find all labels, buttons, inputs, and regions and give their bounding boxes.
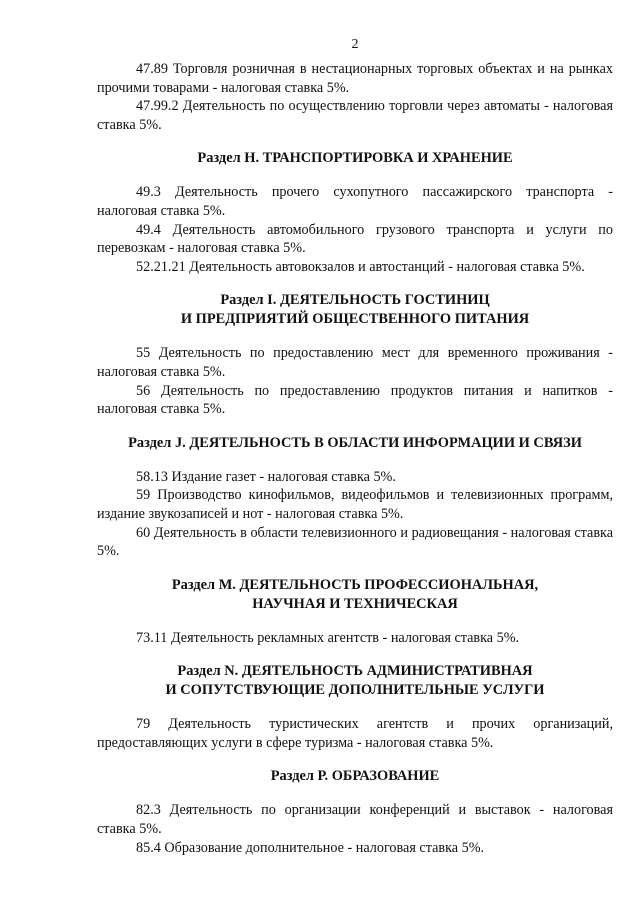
heading-line: Раздел Р. ОБРАЗОВАНИЕ — [270, 768, 440, 785]
section-j — [97, 419, 613, 561]
list-item: 73.11 Деятельность рекламных агентств - налоговая ставка 5%. — [136, 629, 520, 646]
heading-line: Раздел N. ДЕЯТЕЛЬНОСТЬ АДМИНИСТРАТИВНАЯ — [177, 663, 533, 680]
list-item: 56 Деятельность по предоставлению продуктов питания и напитков - налоговая ставка 5%. — [97, 382, 613, 418]
section-heading — [97, 767, 613, 786]
section-heading — [97, 434, 613, 453]
heading-line: Раздел I. ДЕЯТЕЛЬНОСТЬ ГОСТИНИЦ — [220, 292, 490, 309]
list-item: 47.89 Торговля розничная в нестационарных торговых объектах и на рынках прочими товарами - налоговая ставка 5%. — [97, 61, 613, 96]
section-heading — [97, 576, 613, 614]
list-item: 49.3 Деятельность прочего сухопутного пассажирского транспорта - налоговая ставка 5%. — [97, 184, 613, 219]
section-p — [97, 752, 613, 857]
list-item: 59 Производство кинофильмов, видеофильмов и телевизионных программ, издание звукозаписей и нот - налоговая ставка 5%. — [97, 487, 613, 522]
heading-line: НАУЧНАЯ И ТЕХНИЧЕСКАЯ — [252, 595, 458, 612]
heading-line: Раздел J. ДЕЯТЕЛЬНОСТЬ В ОБЛАСТИ ИНФОРМАЦИИ И СВЯЗИ — [128, 434, 582, 451]
heading-line: Раздел М. ДЕЯТЕЛЬНОСТЬ ПРОФЕССИОНАЛЬНАЯ, — [171, 576, 539, 593]
section-continuation — [97, 60, 613, 134]
list-item: 85.4 Образование дополнительное - налоговая ставка 5%. — [136, 839, 485, 856]
section-heading — [97, 291, 613, 329]
section-i — [97, 276, 613, 418]
section-m — [97, 561, 613, 648]
document-content — [97, 60, 613, 857]
page-number: 2 — [351, 37, 359, 52]
list-item: 47.99.2 Деятельность по осуществлению торговли через автоматы - налоговая ставка 5%. — [97, 98, 613, 133]
list-item: 60 Деятельность в области телевизионного и радиовещания - налоговая ставка 5%. — [97, 524, 613, 560]
list-item: 55 Деятельность по предоставлению мест для временного проживания - налоговая ставка 5%. — [97, 345, 613, 380]
heading-line: И СОПУТСТВУЮЩИЕ ДОПОЛНИТЕЛЬНЫЕ УСЛУГИ — [165, 682, 545, 699]
section-h — [97, 134, 613, 276]
heading-line: Раздел H. ТРАНСПОРТИРОВКА И ХРАНЕНИЕ — [197, 150, 513, 167]
list-item: 49.4 Деятельность автомобильного грузового транспорта и услуги по перевозкам - налоговая ставка 5%. — [97, 221, 613, 257]
section-heading — [97, 149, 613, 168]
list-item: 58.13 Издание газет - налоговая ставка 5%. — [136, 468, 396, 485]
section-n — [97, 647, 613, 752]
list-item: 82.3 Деятельность по организации конференций и выставок - налоговая ставка 5%. — [97, 802, 613, 838]
section-heading — [97, 662, 613, 700]
list-item: 79 Деятельность туристических агентств и прочих организаций, предоставляющих услуги в сфере туризма - налоговая ставка 5%. — [97, 716, 613, 751]
heading-line: И ПРЕДПРИЯТИЙ ОБЩЕСТВЕННОГО ПИТАНИЯ — [180, 311, 530, 328]
list-item: 52.21.21 Деятельность автовокзалов и автостанций - налоговая ставка 5%. — [136, 258, 585, 275]
